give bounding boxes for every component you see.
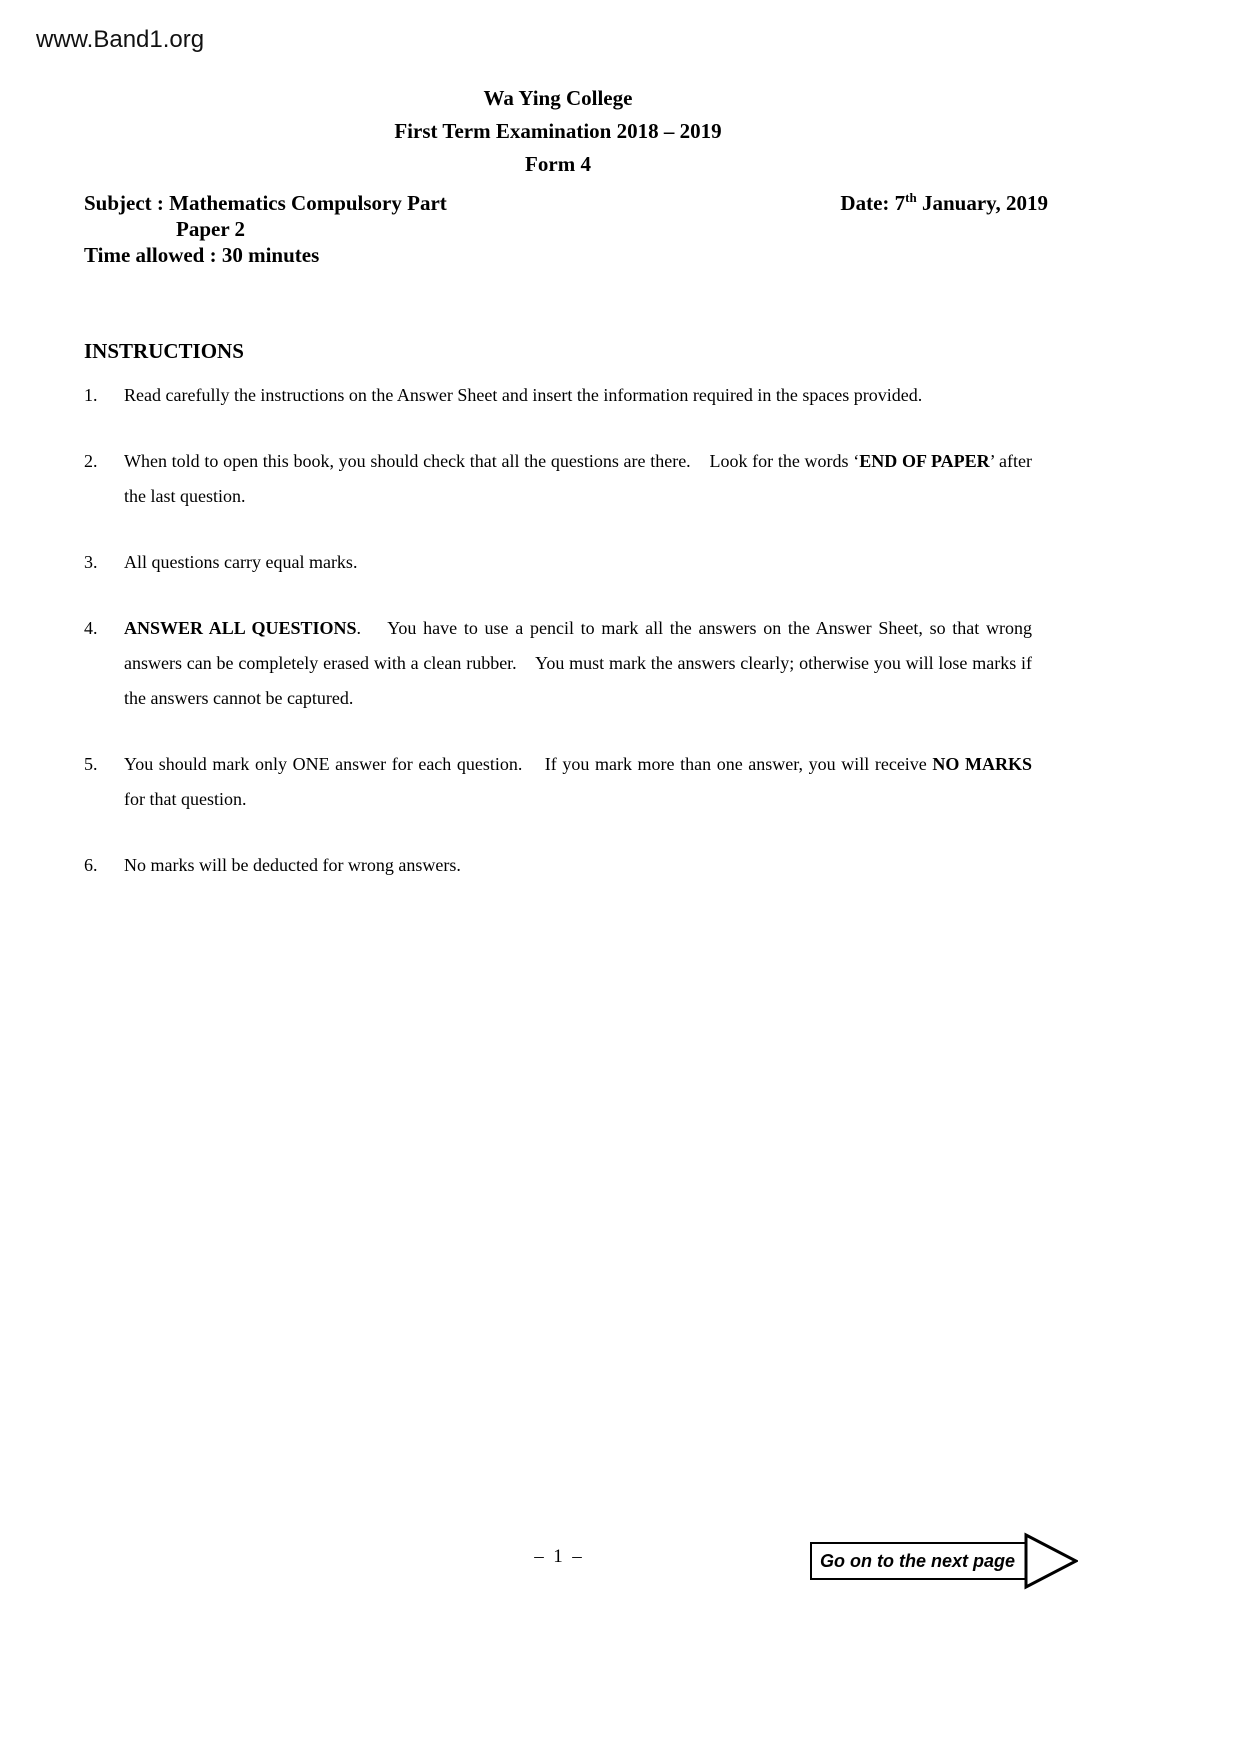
- instructions-list: [84, 378, 1037, 883]
- instruction-number: 6.: [84, 855, 98, 875]
- next-page-label: Go on to the next page: [810, 1542, 1027, 1581]
- instruction-item: [84, 444, 1037, 514]
- instruction-text: No marks will be deducted for wrong answers.: [124, 855, 461, 875]
- form-level: Form 4: [525, 152, 591, 176]
- instruction-item: [84, 848, 1032, 883]
- date-ordinal-superscript: th: [905, 190, 917, 205]
- date-prefix: Date: 7: [840, 191, 906, 215]
- instruction-text: Read carefully the instructions on the Answer Sheet and insert the information required in the spaces provided.: [124, 385, 923, 405]
- instruction-number: 2.: [84, 451, 98, 471]
- instruction-text: When told to open this book, you should check that all the questions are there. Look for the words ‘END OF PAPER’ after the last question.: [124, 451, 1037, 506]
- instruction-item: [84, 545, 1032, 580]
- paper-line: Paper 2: [176, 217, 246, 241]
- instruction-number: 4.: [84, 618, 98, 638]
- instruction-item: [84, 747, 1037, 817]
- site-watermark: www.Band1.org: [36, 26, 205, 53]
- instruction-text: ANSWER ALL QUESTIONS. You have to use a pencil to mark all the answers on the Answer Sheet, so that wrong answers can be completely erased with a clean rubber. You must mark the answers clearly; otherwise you will lose marks if the answers cannot be captured.: [124, 618, 1037, 708]
- title-block: [84, 82, 1032, 181]
- next-page-indicator: [810, 1530, 1078, 1592]
- arrow-right-icon: [1024, 1530, 1078, 1592]
- page-content: [84, 0, 1048, 883]
- date-suffix: January, 2019: [916, 191, 1048, 215]
- date-line: [840, 190, 1048, 216]
- instruction-number: 3.: [84, 552, 98, 572]
- instruction-number: 1.: [84, 385, 98, 405]
- exam-meta: [84, 190, 1048, 268]
- instruction-text: You should mark only ONE answer for each question. If you mark more than one answer, you will receive NO MARKS for that question.: [124, 754, 1037, 809]
- school-name: Wa Ying College: [483, 86, 633, 110]
- instruction-item: [84, 611, 1037, 716]
- page-number: – 1 –: [534, 1546, 582, 1567]
- instruction-number: 5.: [84, 754, 98, 774]
- instruction-text: All questions carry equal marks.: [124, 552, 358, 572]
- instruction-item: [84, 378, 1032, 413]
- exam-title: First Term Examination 2018 – 2019: [394, 119, 722, 143]
- instructions-heading: INSTRUCTIONS: [84, 339, 244, 363]
- time-allowed-line: Time allowed : 30 minutes: [84, 243, 320, 267]
- subject-line: Subject : Mathematics Compulsory Part: [84, 191, 447, 215]
